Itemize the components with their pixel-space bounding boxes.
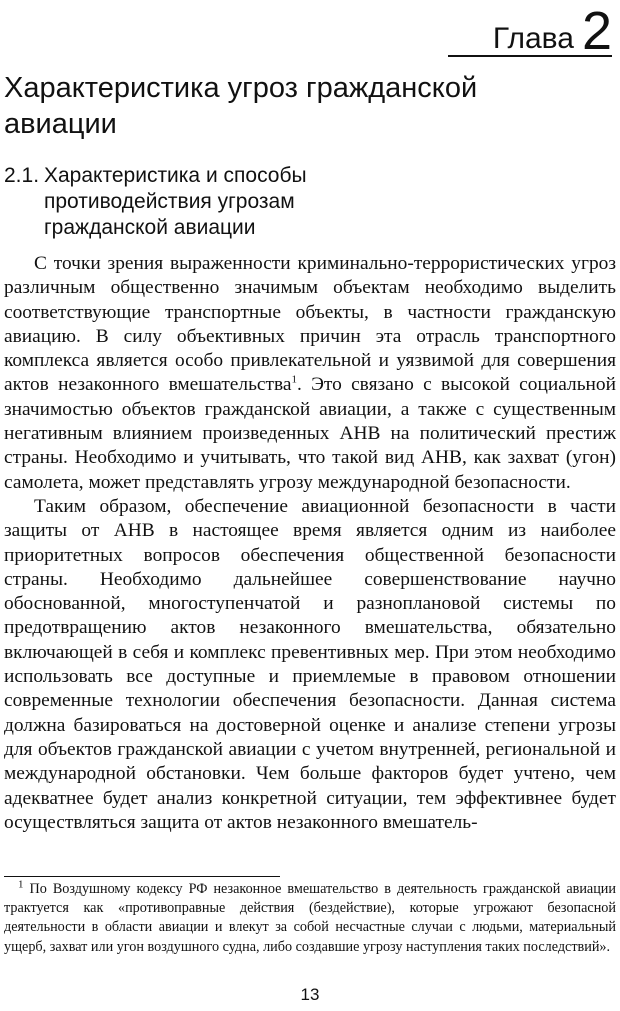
page-number: 13 [300, 985, 320, 1004]
footnote-rule [4, 876, 280, 877]
section-heading [4, 163, 404, 241]
body-text [4, 252, 616, 835]
chapter-label: Глава [492, 22, 574, 55]
section-title-line-2: противодействия угрозам гражданской авиации [44, 190, 295, 239]
chapter-rule [448, 55, 612, 57]
footnote-text: По Воздушному кодексу РФ незаконное вмешательство в деятельность гражданской авиации трактуется как «противоправные действия (бездействие), которые угрожают безопасной деятельности в области авиации и влекут за собой несчастные случаи с людьми, материальный ущерб, захват или угон воздушного судна, либо создавшие угрозу наступления таких последствий». [4, 881, 616, 955]
chapter-heading [492, 1, 612, 61]
chapter-title: Характеристика угроз гражданской авиации [4, 72, 478, 140]
section-title-line-1: Характеристика и способы [44, 164, 307, 187]
footnote-reference: 1 [291, 374, 297, 387]
footnote-marker: 1 [18, 878, 24, 891]
paragraph-1 [4, 252, 616, 495]
footnote [4, 880, 616, 957]
section-number: 2.1. [4, 164, 40, 187]
chapter-number: 2 [581, 1, 612, 61]
paragraph-1-part-a: С точки зрения выраженности криминально-террористических угроз различным общественно значимым объектам необходимо выделить соответствующие транспортные объекты, в частности гражданскую авиацию. В силу объективных причин эта отрасль транспортного комплекса является особо привлекательной и уязвимой для совершения актов незаконного вмешательства [4, 253, 616, 396]
paragraph-1-part-b: . Это связано с высокой социальной значимостью объектов гражданской авиации, а также с существенным негативным влиянием произведенных АНВ на политический престиж страны. Необходимо и учитывать, что такой вид АНВ, как захват (угон) самолета, может представлять угрозу международной безопасности. [4, 374, 616, 493]
paragraph-2: Таким образом, обеспечение авиационной безопасности в части защиты от АНВ в настоящее время является одним из наиболее приоритетных вопросов обеспечения общественной безопасности страны. Необходимо дальнейшее совершенствование научно обоснованной, многоступенчатой и разноплановой системы по предотвращению актов незаконного вмешательства, обязательно включающей в себя и комплекс превентивных мер. При этом необходимо использовать все доступные и приемлемые в правовом отношении современные технологии обеспечения безопасности. Данная система должна базироваться на достоверной оценке и анализе степени угрозы для объектов гражданской авиации с учетом внутренней, региональной и международной обстановки. Чем больше факторов будет учтено, чем адекватнее будет анализ конкретной ситуации, тем эффективнее будет осуществляться защита от актов незаконного вмешатель- [4, 495, 616, 833]
